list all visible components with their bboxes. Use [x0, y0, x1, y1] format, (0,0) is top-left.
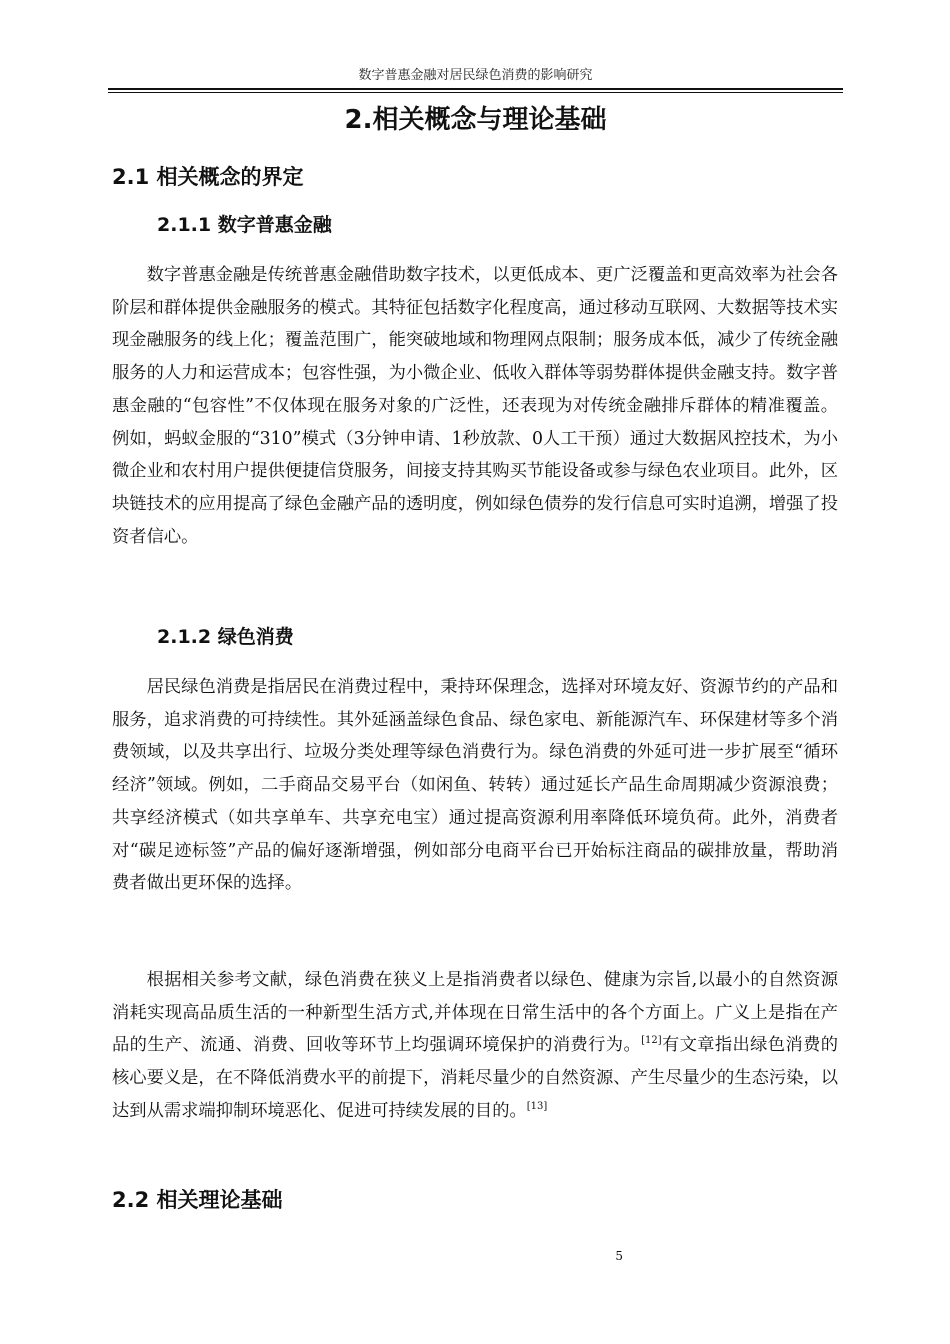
section-heading-2-2: 2.2 相关理论基础: [112, 1188, 283, 1212]
definition-text-part-1: 根据相关参考文献，绿色消费在狭义上是指消费者以绿色、健康为宗旨,以最小的自然资源消耗实现高品质生活的一种新型生活方式,并体现在日常生活中的各个方面上。广义上是指在产品的生产、流通、消费、回收等环节上均强调环境保护的消费行为。: [112, 970, 838, 1056]
section-heading-2-1: 2.1 相关概念的界定: [112, 165, 304, 189]
paragraph-green-consumption: 居民绿色消费是指居民在消费过程中，秉持环保理念，选择对环境友好、资源节约的产品和服务，追求消费的可持续性。其外延涵盖绿色食品、绿色家电、新能源汽车、环保建材等多个消费领域，以及共享出行、垃圾分类处理等绿色消费行为。绿色消费的外延可进一步扩展至“循环经济”领域。例如，二手商品交易平台（如闲鱼、转转）通过延长产品生命周期减少资源浪费；共享经济模式（如共享单车、共享充电宝）通过提高资源利用率降低环境负荷。此外，消费者对“碳足迹标签”产品的偏好逐渐增强，例如部分电商平台已开始标注商品的碳排放量，帮助消费者做出更环保的选择。: [112, 677, 838, 894]
running-header: 数字普惠金融对居民绿色消费的影响研究: [358, 68, 593, 83]
chapter-title: 2.相关概念与理论基础: [344, 105, 607, 135]
definition-text-part-2: 有文章指出绿色消费的核心要义是，在不降低消费水平的前提下，消耗尽量少的自然资源、产生尽量少的生态污染，以达到从需求端抑制环境恶化、促进可持续发展的目的。: [112, 1035, 838, 1121]
page-number: 5: [615, 1249, 623, 1263]
citation-12[interactable]: [12]: [641, 1035, 662, 1047]
header-rule-thin: [108, 92, 843, 93]
paragraph-digital-inclusive-finance: 数字普惠金融是传统普惠金融借助数字技术，以更低成本、更广泛覆盖和更高效率为社会各阶层和群体提供金融服务的模式。其特征包括数字化程度高，通过移动互联网、大数据等技术实现金融服务的线上化；覆盖范围广，能突破地域和物理网点限制；服务成本低，减少了传统金融服务的人力和运营成本；包容性强，为小微企业、低收入群体等弱势群体提供金融支持。数字普惠金融的“包容性”不仅体现在服务对象的广泛性，还表现为对传统金融排斥群体的精准覆盖。例如，蚂蚁金服的“310”模式（3分钟申请、1秒放款、0人工干预）通过大数据风控技术，为小微企业和农村用户提供便捷信贷服务，间接支持其购买节能设备或参与绿色农业项目。此外，区块链技术的应用提高了绿色金融产品的透明度，例如绿色债券的发行信息可实时追溯，增强了投资者信心。: [112, 265, 838, 547]
subsection-heading-2-1-1: 2.1.1 数字普惠金融: [157, 214, 332, 236]
subsection-heading-2-1-2: 2.1.2 绿色消费: [157, 626, 294, 648]
header-rule-thick: [108, 88, 843, 90]
paragraph-green-consumption-definition: [112, 964, 838, 1128]
citation-13[interactable]: [13]: [526, 1100, 548, 1112]
